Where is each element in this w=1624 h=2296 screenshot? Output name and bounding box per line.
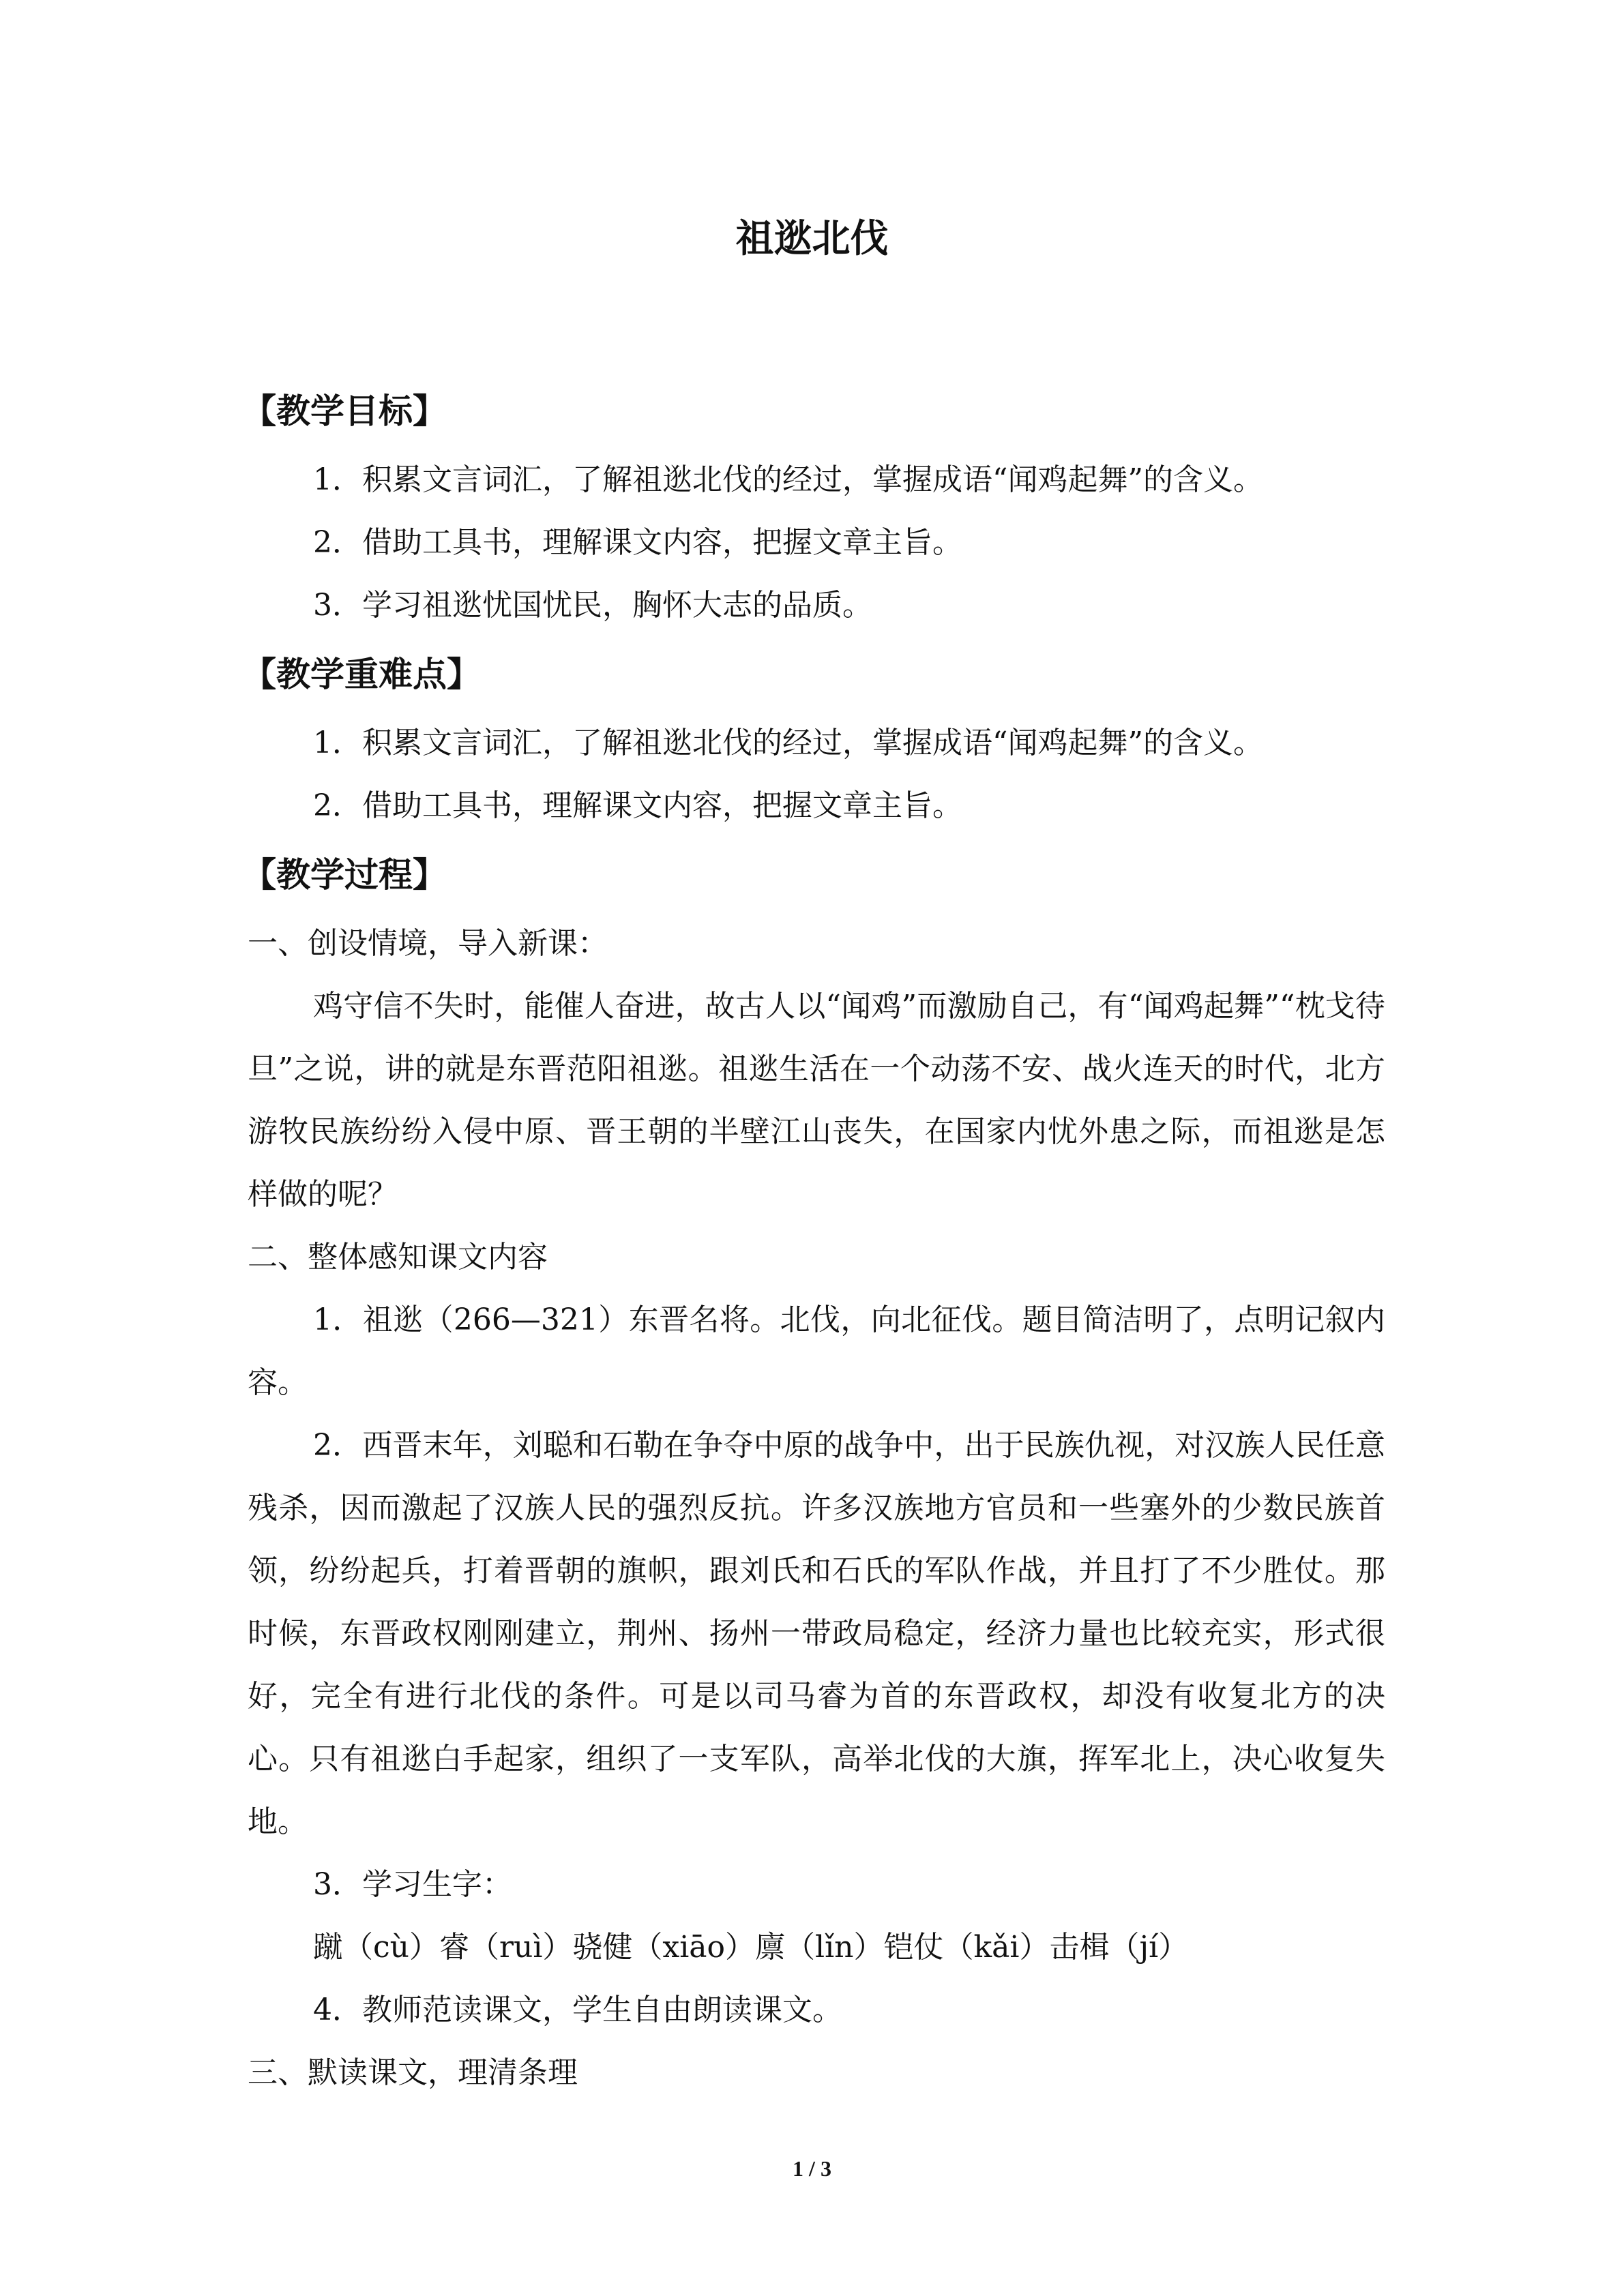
section-2-paragraph-4: 4．教师范读课文，学生自由朗读课文。 <box>313 1993 842 2027</box>
objective-item: 1．积累文言词汇，了解祖逖北伐的经过，掌握成语“闻鸡起舞”的含义。 <box>313 462 1263 497</box>
key-point-item: 1．积累文言词汇，了解祖逖北伐的经过，掌握成语“闻鸡起舞”的含义。 <box>313 726 1263 760</box>
objective-item: 2．借助工具书，理解课文内容，把握文章主旨。 <box>313 525 962 560</box>
document-title: 祖逖北伐 <box>735 216 889 261</box>
section-2-paragraph-1: 1．祖逖（266—321）东晋名将。北伐，向北征伐。题目简洁明了，点明记叙内容。 <box>248 1302 1385 1400</box>
key-points-heading: 【教学重难点】 <box>242 654 481 694</box>
section-2-paragraph-3: 3．学习生字： <box>313 1867 512 1902</box>
document-body <box>242 374 1385 2104</box>
objective-item: 3．学习祖逖忧国忧民，胸怀大志的品质。 <box>313 588 872 623</box>
section-1-paragraph: 鸡守信不失时，能催人奋进，故古人以“闻鸡”而激励自己，有“闻鸡起舞”“枕戈待旦”之说，讲的就是东晋范阳祖逖。祖逖生活在一个动荡不安、战火连天的时代，北方游牧民族纷纷入侵中原、晋王朝的半壁江山丧失，在国家内忧外患之际，而祖逖是怎样做的呢？ <box>248 989 1385 1212</box>
section-2-title: 二、整体感知课文内容 <box>248 1240 548 1274</box>
section-1-title: 一、创设情境，导入新课： <box>248 926 608 961</box>
process-heading: 【教学过程】 <box>242 854 447 895</box>
page-number: 1 / 3 <box>793 2156 831 2181</box>
section-2-paragraph-2: 2．西晋末年，刘聪和石勒在争夺中原的战争中，出于民族仇视，对汉族人民任意残杀，因而激起了汉族人民的强烈反抗。许多汉族地方官员和一些塞外的少数民族首领，纷纷起兵，打着晋朝的旗帜，跟刘氏和石氏的军队作战，并且打了不少胜仗。那时候，东晋政权刚刚建立，荆州、扬州一带政局稳定，经济力量也比较充实，形式很好，完全有进行北伐的条件。可是以司马睿为首的东晋政权，却没有收复北方的决心。只有祖逖白手起家，组织了一支军队，高举北伐的大旗，挥军北上，决心收复失地。 <box>248 1428 1385 1839</box>
section-3-title: 三、默读课文，理清条理 <box>248 2055 578 2090</box>
key-point-item: 2．借助工具书，理解课文内容，把握文章主旨。 <box>313 788 962 823</box>
objectives-heading: 【教学目标】 <box>242 391 447 431</box>
vocabulary-list: 蹴（cù）睿（ruì）骁健（xiāo）廪（lǐn）铠仗（kǎi）击楫（jí） <box>313 1930 1189 1965</box>
